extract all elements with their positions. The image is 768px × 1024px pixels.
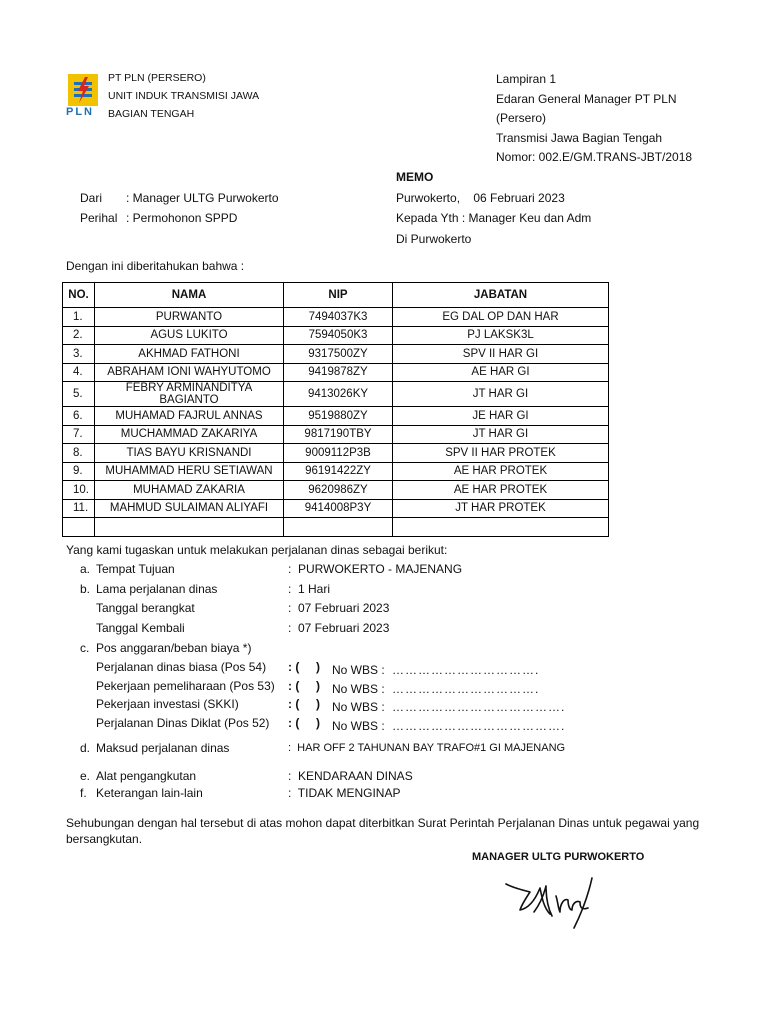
closing-line-1: Sehubungan dengan hal tersebut di atas mohon dapat diterbitkan Surat Perintah Perjalanan Dinas untuk pegawai yang — [66, 816, 700, 830]
cell-nama: MUHAMMAD HERU SETIAWAN — [95, 462, 284, 481]
cell-nama: MUCHAMMAD ZAKARIYA — [95, 425, 284, 444]
pos-54-checkbox[interactable]: : ( ) — [288, 660, 320, 674]
company-line-2: UNIT INDUK TRANSMISI JAWA — [108, 90, 260, 102]
table-row — [63, 326, 609, 345]
maksud-value: : HAR OFF 2 TAHUNAN BAY TRAFO#1 GI MAJENANG — [288, 742, 566, 754]
dari-value: : Manager ULTG Purwokerto — [126, 191, 279, 205]
cell-nip: 7594050K3 — [284, 326, 393, 345]
cell-no: 6. — [63, 407, 95, 426]
item-e-marker: e. — [80, 769, 91, 783]
logo-text: PLN — [66, 106, 94, 118]
keterangan-label: Keterangan lain-lain — [96, 786, 203, 800]
pos-anggaran-label: Pos anggaran/beban biaya *) — [96, 641, 252, 655]
table-row — [63, 481, 609, 500]
cell-nip: 9817190TBY — [284, 425, 393, 444]
pos-53-wbs-label: No WBS : — [332, 682, 385, 696]
item-f-marker: f. — [80, 786, 87, 800]
pos-54-wbs-label: No WBS : — [332, 663, 385, 677]
cell-no: 1. — [63, 308, 95, 327]
maksud-label: Maksud perjalanan dinas — [96, 741, 230, 755]
cell-nama: TIAS BAYU KRISNANDI — [95, 444, 284, 463]
cell-nip: 96191422ZY — [284, 462, 393, 481]
cell-no: 7. — [63, 425, 95, 444]
cell-jabatan — [393, 518, 609, 537]
lampiran-line-4: Transmisi Jawa Bagian Tengah — [496, 131, 663, 145]
closing-line-2: bersangkutan. — [66, 832, 143, 846]
cell-no — [63, 518, 95, 537]
header-nip: NIP — [284, 283, 393, 308]
skki-label: Pekerjaan investasi (SKKI) — [96, 697, 239, 711]
perihal-label: Perihal — [80, 211, 118, 225]
pos-52-wbs-label: No WBS : — [332, 719, 385, 733]
header-jabatan: JABATAN — [393, 283, 609, 308]
tanggal-berangkat-label: Tanggal berangkat — [96, 601, 195, 615]
cell-no: 8. — [63, 444, 95, 463]
pos-53-wbs-dots: ……………………………. — [392, 682, 540, 696]
signature-title: MANAGER ULTG PURWOKERTO — [472, 851, 645, 863]
cell-no: 9. — [63, 462, 95, 481]
pos-54-label: Perjalanan dinas biasa (Pos 54) — [96, 660, 267, 674]
cell-nama: AKHMAD FATHONI — [95, 345, 284, 364]
cell-nip: 9419878ZY — [284, 363, 393, 382]
cell-nip — [284, 518, 393, 537]
cell-nama — [95, 518, 284, 537]
table-row — [63, 462, 609, 481]
cell-no: 4. — [63, 363, 95, 382]
di-location: Di Purwokerto — [396, 232, 472, 246]
pos-53-label: Pekerjaan pemeliharaan (Pos 53) — [96, 679, 275, 693]
cell-nip: 9413026KY — [284, 382, 393, 407]
cell-nip: 9009112P3B — [284, 444, 393, 463]
item-a-marker: a. — [80, 562, 91, 576]
dari-label: Dari — [80, 191, 103, 205]
intro-text: Dengan ini diberitahukan bahwa : — [66, 259, 245, 273]
table-row — [63, 345, 609, 364]
table-row — [63, 407, 609, 426]
tanggal-kembali-label: Tanggal Kembali — [96, 621, 185, 635]
header-no: NO. — [63, 283, 95, 308]
cell-no: 5. — [63, 382, 95, 407]
table-row-empty — [63, 518, 609, 537]
cell-nip: 9519880ZY — [284, 407, 393, 426]
cell-nama: MAHMUD SULAIMAN ALIYAFI — [95, 499, 284, 518]
pos-54-wbs-dots: ……………………………. — [392, 663, 540, 677]
table-row — [63, 363, 609, 382]
lampiran-line-1: Lampiran 1 — [496, 72, 557, 86]
table-row — [63, 425, 609, 444]
cell-jabatan: SPV II HAR GI — [393, 345, 609, 364]
cell-nip: 9620986ZY — [284, 481, 393, 500]
perihal-value: : Permohonon SPPD — [126, 211, 238, 225]
pos-52-wbs-dots: …………………………………. — [392, 719, 566, 733]
table-row — [63, 308, 609, 327]
alat-pengangkutan-value: : KENDARAAN DINAS — [288, 769, 413, 783]
lampiran-line-3: (Persero) — [496, 111, 547, 125]
cell-no: 3. — [63, 345, 95, 364]
lampiran-line-5: Nomor: 002.E/GM.TRANS-JBT/2018 — [496, 150, 693, 164]
cell-nip: 7494037K3 — [284, 308, 393, 327]
cell-nip: 9414008P3Y — [284, 499, 393, 518]
table-row — [63, 444, 609, 463]
place-date: Purwokerto, 06 Februari 2023 — [396, 191, 565, 205]
memo-title: MEMO — [396, 170, 434, 184]
cell-nama: AGUS LUKITO — [95, 326, 284, 345]
lama-perjalanan-value: : 1 Hari — [288, 582, 331, 596]
keterangan-value: : TIDAK MENGINAP — [288, 786, 401, 800]
company-line-1: PT PLN (PERSERO) — [108, 72, 206, 84]
cell-jabatan: JT HAR PROTEK — [393, 499, 609, 518]
cell-nip: 9317500ZY — [284, 345, 393, 364]
lampiran-line-2: Edaran General Manager PT PLN — [496, 92, 677, 106]
skki-wbs-dots: …………………………………. — [392, 700, 566, 714]
cell-nama: PURWANTO — [95, 308, 284, 327]
signature — [500, 868, 610, 932]
cell-jabatan: SPV II HAR PROTEK — [393, 444, 609, 463]
pos-52-checkbox[interactable]: : ( ) — [288, 716, 320, 730]
alat-pengangkutan-label: Alat pengangkutan — [96, 769, 197, 783]
cell-no: 11. — [63, 499, 95, 518]
table-header-row — [63, 283, 609, 308]
pos-52-label: Perjalanan Dinas Diklat (Pos 52) — [96, 716, 270, 730]
kepada: Kepada Yth : Manager Keu dan Adm — [396, 211, 592, 225]
skki-wbs-label: No WBS : — [332, 700, 385, 714]
item-c-marker: c. — [80, 641, 90, 655]
cell-jabatan: AE HAR PROTEK — [393, 481, 609, 500]
cell-jabatan: EG DAL OP DAN HAR — [393, 308, 609, 327]
item-b-marker: b. — [80, 582, 91, 596]
table-row — [63, 499, 609, 518]
tempat-tujuan-value: : PURWOKERTO - MAJENANG — [288, 562, 463, 576]
cell-jabatan: JT HAR GI — [393, 382, 609, 407]
cell-jabatan: JE HAR GI — [393, 407, 609, 426]
cell-jabatan: AE HAR GI — [393, 363, 609, 382]
skki-checkbox[interactable]: : ( ) — [288, 697, 320, 711]
cell-no: 2. — [63, 326, 95, 345]
tanggal-berangkat-value: : 07 Februari 2023 — [288, 601, 390, 615]
assignment-intro: Yang kami tugaskan untuk melakukan perjalanan dinas sebagai berikut: — [66, 543, 448, 557]
tanggal-kembali-value: : 07 Februari 2023 — [288, 621, 390, 635]
cell-jabatan: JT HAR GI — [393, 425, 609, 444]
cell-nama: MUHAMAD FAJRUL ANNAS — [95, 407, 284, 426]
cell-nama: MUHAMAD ZAKARIA — [95, 481, 284, 500]
header-nama: NAMA — [95, 283, 284, 308]
lama-perjalanan-label: Lama perjalanan dinas — [96, 582, 218, 596]
cell-jabatan: AE HAR PROTEK — [393, 462, 609, 481]
tempat-tujuan-label: Tempat Tujuan — [96, 562, 175, 576]
item-d-marker: d. — [80, 741, 91, 755]
pos-53-checkbox[interactable]: : ( ) — [288, 679, 320, 693]
cell-jabatan: PJ LAKSK3L — [393, 326, 609, 345]
cell-nama: ABRAHAM IONI WAHYUTOMO — [95, 363, 284, 382]
table-row — [63, 382, 609, 407]
staff-table — [62, 282, 609, 537]
cell-no: 10. — [63, 481, 95, 500]
company-line-3: BAGIAN TENGAH — [108, 108, 195, 120]
cell-nama: FEBRY ARMINANDITYA BAGIANTO — [95, 382, 284, 407]
